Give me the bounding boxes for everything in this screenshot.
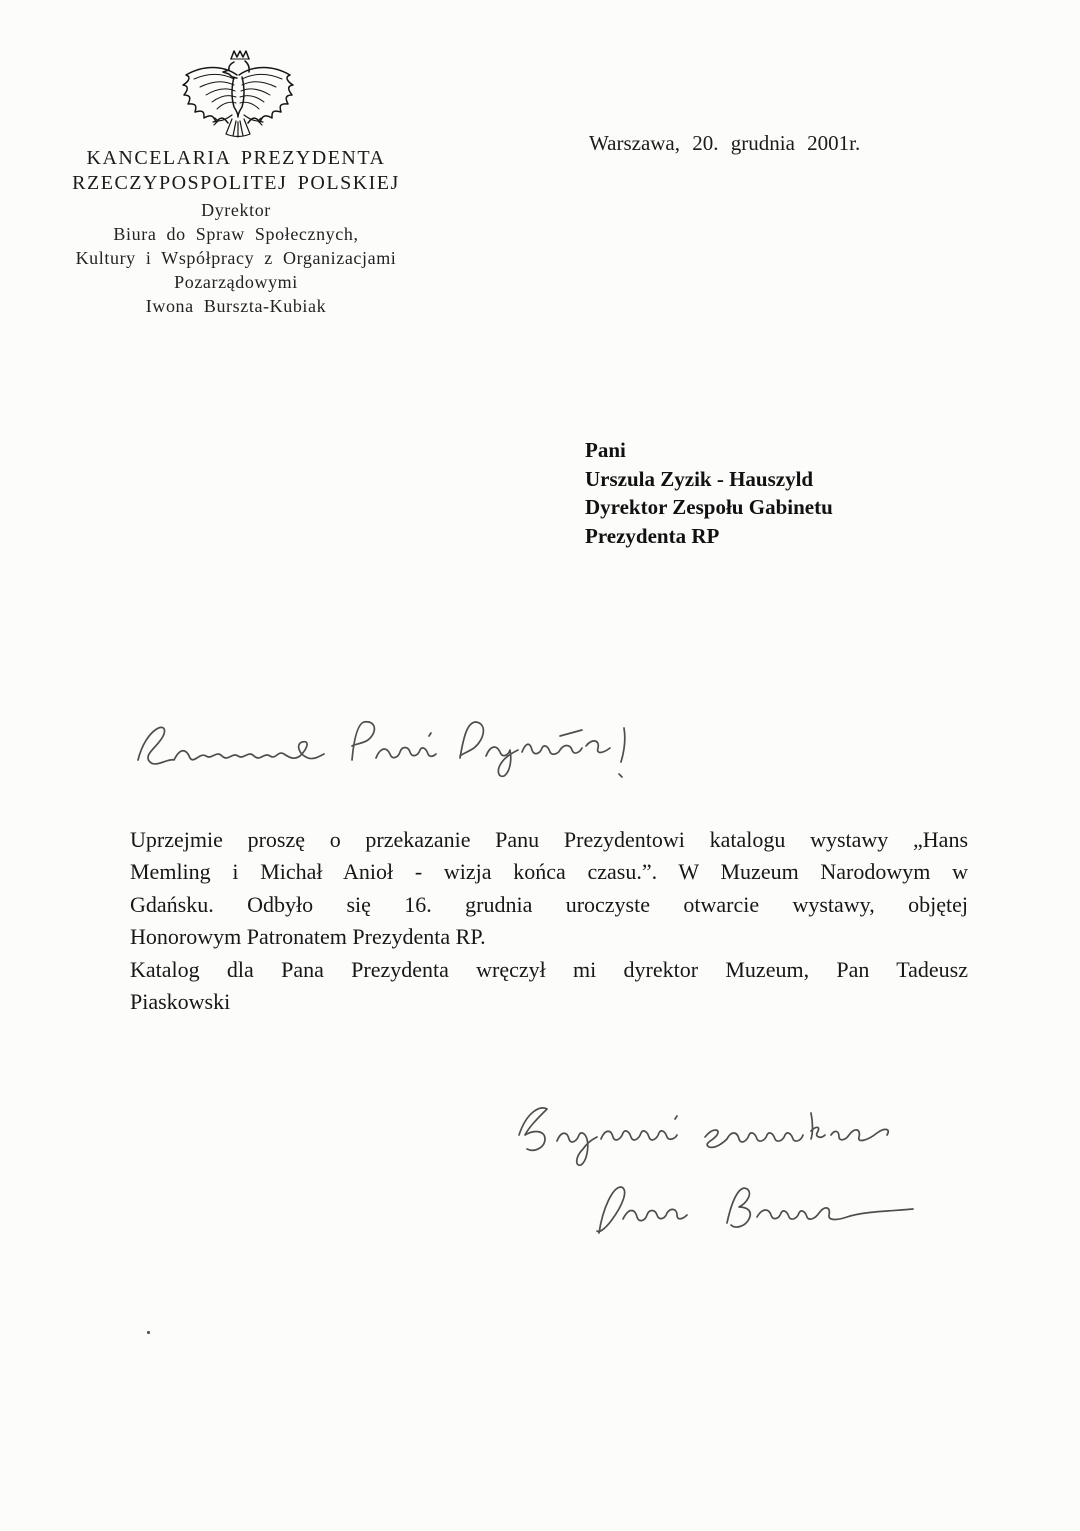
recipient-title-line: Prezydenta RP [585,523,720,548]
dateline: Warszawa, 20. grudnia 2001r. [589,131,861,155]
scan-speck [147,1331,150,1334]
body-line: Honorowym Patronatem Prezydenta RP. [130,924,486,950]
handwritten-salutation [124,698,639,798]
polish-eagle-emblem-icon [178,48,298,144]
letterhead-title-line: Dyrektor [201,200,271,220]
recipient-title-line: Dyrektor Zespołu Gabinetu [585,495,833,519]
letterhead-title-line: Kultury i Współpracy z Organizacjami [75,248,397,268]
body-line: Uprzejmie proszę o przekazanie Panu Prezydentowi katalogu wystawy „Hans [130,827,968,852]
body-line: Piaskowski [130,989,231,1015]
body-line: Memling i Michał Anioł - wizja końca czasu.”. W Muzeum Narodowym w [130,859,968,885]
letterhead-title-line: Biura do Spraw Społecznych, [113,224,359,244]
letterhead-author-name: Iwona Burszta-Kubiak [145,296,327,316]
body-line: Katalog dla Pana Prezydenta wręczył mi dyrektor Muzeum, Pan Tadeusz [130,956,968,982]
body-line: Gdańsku. Odbyło się 16. grudnia uroczyste otwarcie wystawy, objętej [130,891,968,917]
handwritten-closing-and-signature [495,1083,930,1248]
letterhead-title-line: Pozarządowymi [174,272,298,292]
letterhead-org-line: KANCELARIA PREZYDENTA [86,147,386,169]
letterhead-org-line: RZECZYPOSPOLITEJ POLSKIEJ [72,172,400,194]
recipient-block [585,436,833,550]
recipient-name: Urszula Zyzik - Hauszyld [585,466,814,491]
recipient-salutation: Pani [585,438,626,462]
letter-body [130,824,968,1018]
letterhead [18,146,454,318]
